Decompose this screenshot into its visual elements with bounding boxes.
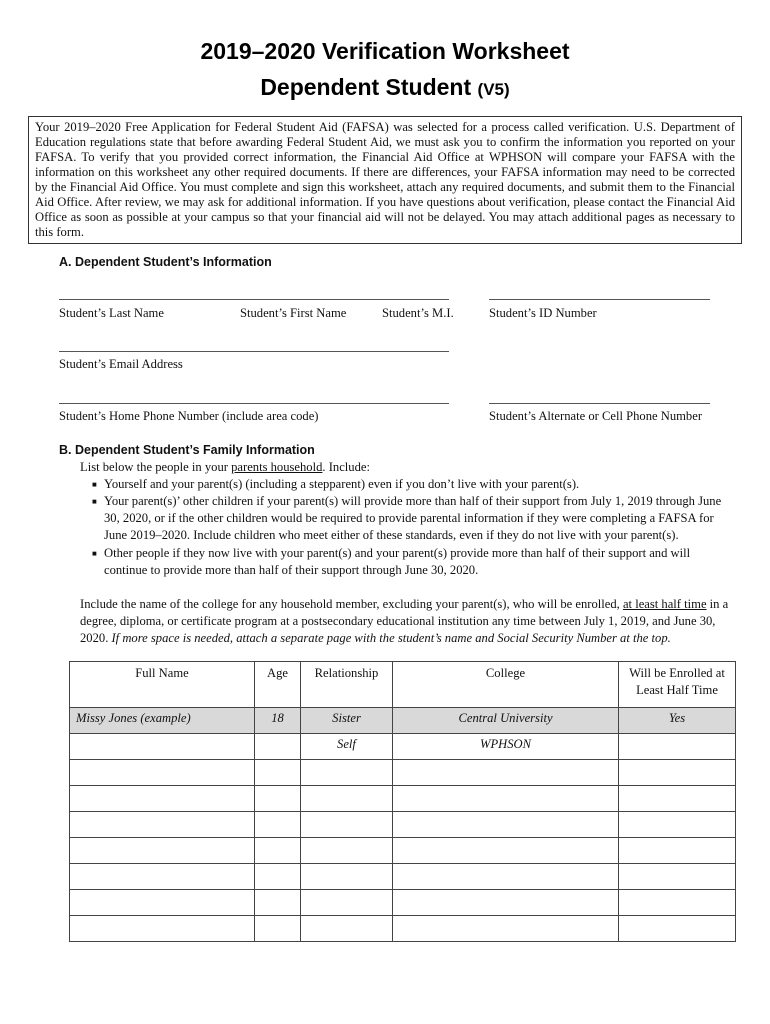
cell-age[interactable] [255,786,301,812]
cell-enrolled[interactable] [619,838,736,864]
cell-age[interactable] [255,916,301,942]
bullet-item [92,476,734,493]
version-label: (V5) [477,80,510,99]
cell-college[interactable] [393,864,619,890]
cell-relationship[interactable] [301,838,393,864]
cell-enrolled[interactable] [619,864,736,890]
table-header-row [70,662,736,708]
bullet-item [92,493,734,544]
list-intro-post: . Include: [322,460,370,474]
cell-college[interactable] [393,786,619,812]
cell-relationship[interactable] [301,864,393,890]
cell-full-name[interactable] [70,786,255,812]
parents-household-text: parents household [231,460,323,474]
table-row [70,916,736,942]
cell-college[interactable] [393,760,619,786]
bullet-icon: ■ [92,497,97,506]
cell-college[interactable]: WPHSON [393,734,619,760]
cell-full-name[interactable] [70,890,255,916]
table-row-example [70,708,736,734]
cell-age[interactable] [255,812,301,838]
cell-college[interactable] [393,890,619,916]
worksheet-title: 2019–2020 Verification Worksheet [200,38,570,64]
list-intro-pre: List below the people in your [80,460,232,474]
cell-age[interactable] [255,838,301,864]
half-time-text: at least half time [622,597,707,611]
mi-label: Student’s M.I. [382,306,454,320]
college-note-pre: Include the name of the college for any household member, excluding your parent(s), who will be enrolled, [80,597,623,611]
table-row [70,838,736,864]
cell-relationship[interactable] [301,890,393,916]
cell-relationship: Sister [301,708,393,734]
cell-full-name[interactable] [70,864,255,890]
col-college: College [393,662,619,708]
bullet-icon: ■ [92,549,97,558]
college-note [80,596,735,647]
cell-enrolled[interactable] [619,812,736,838]
cell-full-name: Missy Jones (example) [70,708,255,734]
col-age: Age [255,662,301,708]
email-line[interactable] [59,351,449,352]
cell-enrolled[interactable] [619,890,736,916]
table-row [70,864,736,890]
cell-college[interactable] [393,812,619,838]
cell-college[interactable] [393,838,619,864]
cell-relationship[interactable]: Self [301,734,393,760]
cell-age[interactable] [255,760,301,786]
bullet-item [92,545,734,579]
last-name-label: Student’s Last Name [59,306,164,320]
cell-age: 18 [255,708,301,734]
section-a-heading: A. Dependent Student’s Information [59,255,272,269]
cell-age[interactable] [255,864,301,890]
cell-college[interactable] [393,916,619,942]
cell-enrolled[interactable] [619,734,736,760]
cell-full-name[interactable] [70,760,255,786]
id-number-label: Student’s ID Number [489,306,597,320]
cell-full-name[interactable] [70,838,255,864]
bullet-text: Your parent(s)’ other children if your parent(s) will provide more than half of their support from July 1, 2019 through June 30, 2020, or if the other children would be required to provide parental information if they were completing a FAFSA for June 2019–2020. Include children who meet either of these standards, even if they do not live with your parent(s). [104,494,722,542]
home-phone-label: Student’s Home Phone Number (include area code) [59,409,319,423]
table-row [70,734,736,760]
cell-relationship[interactable] [301,786,393,812]
section-b-heading: B. Dependent Student’s Family Information [59,443,315,457]
cell-age[interactable] [255,734,301,760]
cell-relationship[interactable] [301,760,393,786]
bullet-text: Yourself and your parent(s) (including a stepparent) even if you don’t live with your parent(s). [104,477,580,491]
table-row [70,812,736,838]
cell-full-name[interactable] [70,916,255,942]
alt-phone-line[interactable] [489,403,710,404]
household-table [69,661,736,942]
first-name-label: Student’s First Name [240,306,347,320]
home-phone-line[interactable] [59,403,449,404]
table-row [70,786,736,812]
worksheet-subtitle [0,74,770,101]
cell-enrolled[interactable] [619,760,736,786]
name-line[interactable] [59,299,449,300]
intro-box: Your 2019–2020 Free Application for Federal Student Aid (FAFSA) was selected for a process called verification. U.S. Department of Education regulations state that before awarding Federal Student Aid, we must ask you to confirm the information you reported on your FAFSA. To verify that you provided correct information, the Financial Aid Office at WPHSON will compare your FAFSA with the information on this worksheet any other required documents. If there are differences, your FAFSA information may need to be corrected by the Financial Aid Office. You must complete and sign this worksheet, attach any required documents, and submit them to the Financial Aid Office. After review, we may ask for additional information. If you have questions about verification, please contact the Financial Aid Office as soon as possible at your campus so that your financial aid will not be delayed. You may attach additional pages as necessary to this form. [28,116,742,244]
id-number-line[interactable] [489,299,710,300]
subtitle-text: Dependent Student [260,74,472,100]
cell-full-name[interactable] [70,812,255,838]
cell-college: Central University [393,708,619,734]
table-row [70,890,736,916]
alt-phone-label: Student’s Alternate or Cell Phone Number [489,409,703,423]
email-label: Student’s Email Address [59,357,183,371]
list-intro [80,459,740,476]
table-row [70,760,736,786]
bullet-icon: ■ [92,480,97,489]
cell-enrolled[interactable] [619,786,736,812]
col-relationship: Relationship [301,662,393,708]
cell-enrolled[interactable] [619,916,736,942]
cell-relationship[interactable] [301,812,393,838]
col-full-name: Full Name [70,662,255,708]
cell-age[interactable] [255,890,301,916]
cell-relationship[interactable] [301,916,393,942]
bullet-text: Other people if they now live with your parent(s) and your parent(s) provide more than half of their support and will continue to provide more than half of their support through June 30, 2020. [104,546,691,577]
college-note-post: in a degree, diploma, or certificate program at a postsecondary educational institution any time between July 1, 2019, and June 30, 2020. [80,597,729,645]
cell-full-name[interactable] [70,734,255,760]
college-note-italic: If more space is needed, attach a separate page with the student’s name and Social Security Number at the top. [111,631,671,645]
cell-enrolled: Yes [619,708,736,734]
col-enrolled: Will be Enrolled at Least Half Time [619,662,736,708]
